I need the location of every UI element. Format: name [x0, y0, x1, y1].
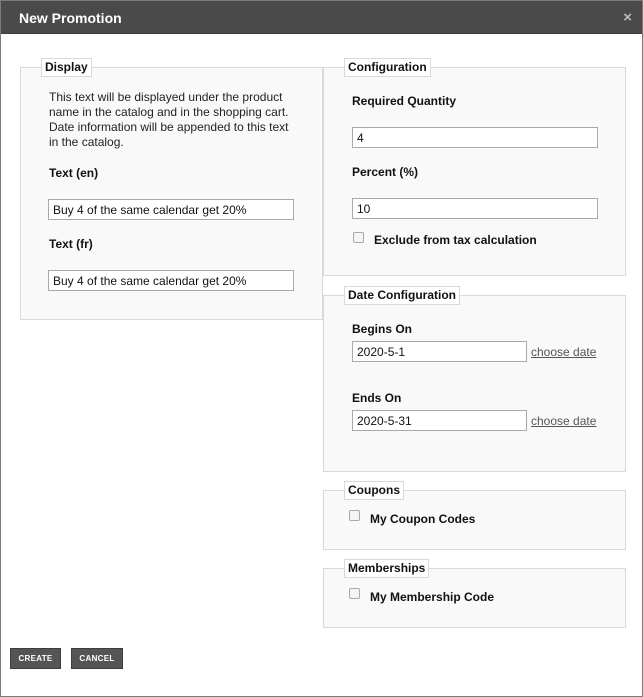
coupons-legend: Coupons: [344, 481, 404, 500]
ends-on-label: Ends On: [352, 391, 402, 405]
begins-choose-date-link[interactable]: choose date: [531, 345, 597, 359]
cancel-button[interactable]: CANCEL: [71, 648, 123, 669]
create-button[interactable]: CREATE: [10, 648, 61, 669]
close-icon[interactable]: ×: [623, 9, 632, 26]
exclude-tax-label[interactable]: Exclude from tax calculation: [374, 233, 537, 247]
display-legend: Display: [41, 58, 92, 77]
begins-on-input[interactable]: [352, 341, 527, 362]
dialog-titlebar[interactable]: [1, 1, 642, 34]
dialog-title: New Promotion: [19, 10, 122, 26]
begins-on-label: Begins On: [352, 322, 413, 336]
coupon-codes-label[interactable]: My Coupon Codes: [370, 512, 476, 526]
percent-input[interactable]: [352, 198, 598, 219]
date-configuration-legend: Date Configuration: [344, 286, 460, 305]
text-en-input[interactable]: [48, 199, 294, 220]
coupon-codes-checkbox[interactable]: [349, 510, 360, 521]
configuration-legend: Configuration: [344, 58, 431, 77]
text-en-label: Text (en): [49, 166, 99, 180]
date-configuration-section: [323, 288, 626, 472]
memberships-legend: Memberships: [344, 559, 429, 578]
ends-choose-date-link[interactable]: choose date: [531, 414, 597, 428]
required-quantity-input[interactable]: [352, 127, 598, 148]
exclude-tax-checkbox[interactable]: [353, 232, 364, 243]
configuration-section: [323, 60, 626, 276]
membership-code-checkbox[interactable]: [349, 588, 360, 599]
text-fr-label: Text (fr): [49, 237, 93, 251]
display-section: [20, 60, 323, 320]
display-description: This text will be displayed under the product name in the catalog and in the shopping cart. Date information will be appended to this text in the catalog.: [49, 90, 289, 149]
memberships-section: [323, 561, 626, 628]
coupons-section: [323, 483, 626, 550]
percent-label: Percent (%): [352, 165, 419, 179]
membership-code-label[interactable]: My Membership Code: [370, 590, 495, 604]
ends-on-input[interactable]: [352, 410, 527, 431]
required-quantity-label: Required Quantity: [352, 94, 457, 108]
text-fr-input[interactable]: [48, 270, 294, 291]
